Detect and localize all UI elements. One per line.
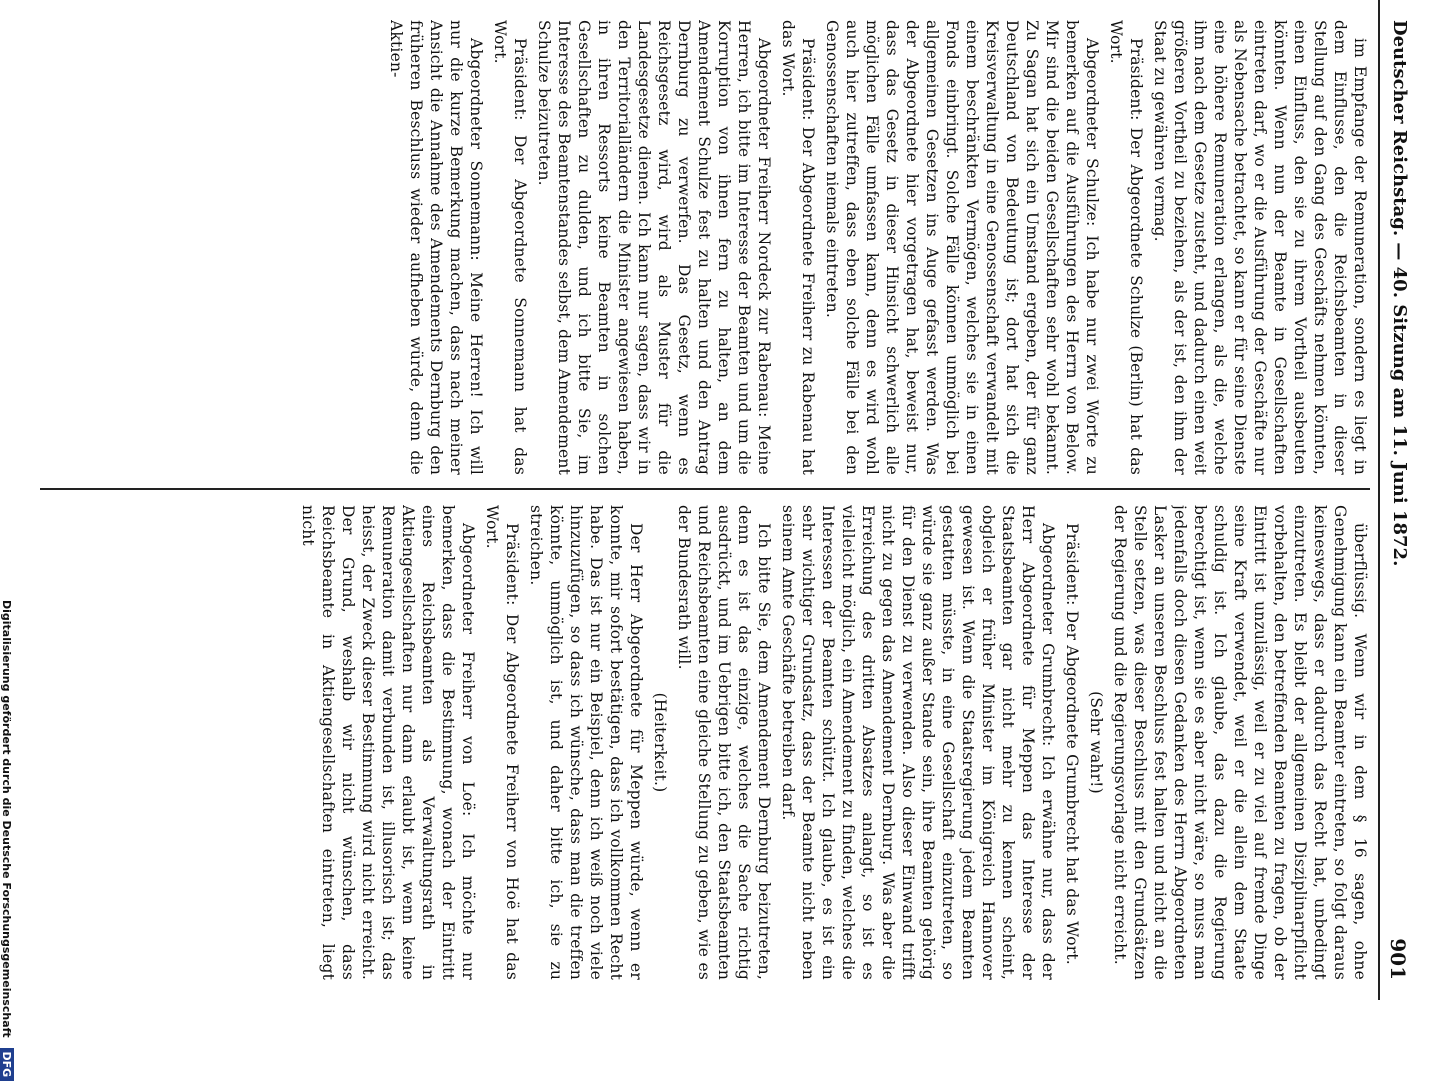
- paragraph: Abgeordneter Sonnemann: Meine Herren! Ich will nur die kurze Bemerkung machen, dass nach meiner Ansicht die Annahme des Amendements Dernburg den früheren Beschluss wieder aufheben würde, denn die Aktien-: [387, 20, 485, 475]
- paragraph: Präsident: Der Abgeordnete Grumbrecht hat das Wort.: [1063, 523, 1081, 965]
- paragraph: Abgeordneter Grumbrecht: Ich erwähne nur, dass der Herr Abgeordnete für Meppen das Interesse der Staatsbeamten gar nicht mehr zu kennen scheint, obgleich er früher Minister im Königreich Hannover gewesen ist. Wenn die Staatsregierung jedem Beamten gestatten müsste, in eine Gesellschaft einzutreten, so würde sie ganz außer Stande sein, ihre Beamten gehörig für den Dienst zu verwenden. Also dieser Einwand trifft nicht zu gegen das Amendement Dernburg. Was aber die Erreichung des dritten Absatzes anlangt, so ist es vielleicht möglich, ein Amendement zu finden, welches die Interessen der Beamten schützt. Ich glaube, es ist ein sehr wichtiger Grundsatz, dass der Beamte nicht neben seinem Amte Geschäfte betreiben darf.: [779, 505, 1057, 980]
- paragraph: Abgeordneter Freiherr von Loë: Ich möchte nur bemerken, dass die Bestimmung, wonach der Eintritt eines Reichsbeamten als Verwaltungsrath in Aktiengesellschaften nur dann erlaubt ist, wenn keine Remuneration damit verbunden ist, illusorisch ist; das heisst, der Zweck dieser Bestimmung wird nicht erreicht. Der Grund, weshalb wir nicht wünschen, dass Reichsbeamte in Aktiengesellschaften eintreten, liegt nicht: [299, 505, 477, 980]
- paragraph: überflüssig. Wenn wir in dem § 16 sagen, ohne Genehmigung kann ein Beamter eintreten, so folgt daraus keineswegs, dass er dadurch das Recht hat, unbedingt einzutreten. Es bleibt der allgemeinen Disziplinarpflicht vorbehalten, den betreffenden Beamten zu fragen, ob der Eintritt ist unzulässig, weil er zu viel auf fremde Dinge seine Kraft verwendet, weil er die allein dem Staate schuldig ist. Ich glaube, das dazu die Regierung berechtigt ist, wenn sie es aber nicht wäre, so muss man jedenfalls doch diesen Gedanken des Herrn Abgeordneten Lasker an unseren Beschluss fest halten und nicht an die Stelle setzen, was dieser Beschluss mit den Grundsätzen der Regierung und die Regierungsvorlage nicht erreicht.: [1111, 505, 1369, 980]
- paragraph: (Sehr wahr!): [1087, 691, 1105, 794]
- paragraph: Präsident: Der Abgeordnete Freiherr zu Rabenau hat das Wort.: [779, 20, 817, 475]
- header-title: Deutscher Reichstag. — 40. Sitzung am 11. Juni 1872.: [1389, 20, 1410, 567]
- dfg-footer: [0, 0, 16, 1078]
- right-column: [40, 505, 1370, 980]
- dfg-logo: DFG: [0, 1048, 14, 1081]
- paragraph: Abgeordneter Schulze: Ich habe nur zwei Worte zu bemerken auf die Ausführungen des Herrn von Below. Mir sind die beiden Gesellschaften sehr wohl bekannt. Zu Sagan hat sich ein Umstand ergeben, der für ganz Deutschland von Bedeutung ist; dort hat sich die Kreisverwaltung in eine Genossenschaft verwandelt mit einem beschränkten Vermögen, welches sie in einen Fonds einbringt. Solche Fälle können unmöglich bei allgemeinen Gesetzen ins Auge gefasst werden. Was der Abgeordnete hier vorgetragen hat, beweist nur, dass das Gesetz in dieser Hinsicht schwerlich alle möglichen Fälle umfassen kann, denn es wird wohl auch hier zutreffen, dass eben solche Fälle bei den Genossenschaften niemals eintreten.: [823, 20, 1101, 475]
- page-header: [1378, 0, 1414, 1000]
- dfg-credit-text: Digitalisierung gefördert durch die Deutsche Forschungsgemeinschaft: [0, 600, 13, 1038]
- paragraph: Präsident: Der Abgeordnete Freiherr von Hoë hat das Wort.: [483, 505, 521, 980]
- paragraph: Der Herr Abgeordnete für Meppen würde, wenn er konnte, mir sofort bestätigen, dass ich vollkommen Recht habe. Das ist nur ein Beispiel, denn ich weiß noch viele hinzuzufügen, so dass ich wünsche, dass man die treffen könnte, unmöglich ist, und daher bitte ich, sie zu streichen.: [527, 505, 645, 980]
- left-column: [40, 20, 1370, 475]
- paragraph: Abgeordneter Freiherr Nordeck zur Rabenau: Meine Herren, ich bitte im Interesse der Beamten und um die Korruption von ihnen fern zu halten, an dem Amendement Schulze fest zu halten und den Antrag Dernburg zu verwerfen. Das Gesetz, wenn es Reichsgesetz wird, wird als Muster für die Landesgesetze dienen. Ich kann nur sagen, dass wir in den Territorialländern die Minister angewiesen haben, in ihren Ressorts keine Beamten in solchen Gesellschaften zu dulden, und ich bitte Sie, im Interesse des Beamtenstandes selbst, dem Amendement Schulze beizutreten.: [535, 20, 773, 475]
- paragraph: Ich bitte Sie, dem Amendement Dernburg beizutreten, denn es ist das einzige, welches die Sache richtig ausdrückt, und im Uebrigen bitte ich, den Staatsbeamten und Reichsbeamten eine gleiche Stellung zu geben, wie es der Bundesrath will.: [675, 505, 773, 980]
- paragraph: Präsident: Der Abgeordnete Schulze (Berlin) hat das Wort.: [1107, 20, 1145, 475]
- page-number: 901: [1386, 938, 1410, 980]
- paragraph: (Heiterkeit.): [651, 692, 669, 793]
- column-divider: [40, 488, 1370, 490]
- paragraph: Präsident: Der Abgeordnete Sonnemann hat das Wort.: [491, 20, 529, 475]
- paragraph: im Empfange der Remuneration, sondern es liegt in dem Einflusse, den die Reichsbeamten in dieser Stellung auf den Gang des Geschäfts nehmen könnten, einen Einfluss, den sie zu ihrem Vortheil ausbeuten könnten. Wenn nun der Beamte in Gesellschaften eintreten darf, wo er die Ausführung der Geschäfte nur als Nebensache betrachtet, so kann er für seine Dienste eine höhere Remuneration erlangen, als die, welche ihm nach dem Gesetze zusteht, und dadurch einen weit größeren Vortheil zu beziehen, als der ist, den ihm der Staat zu gewähren vermag.: [1151, 20, 1369, 475]
